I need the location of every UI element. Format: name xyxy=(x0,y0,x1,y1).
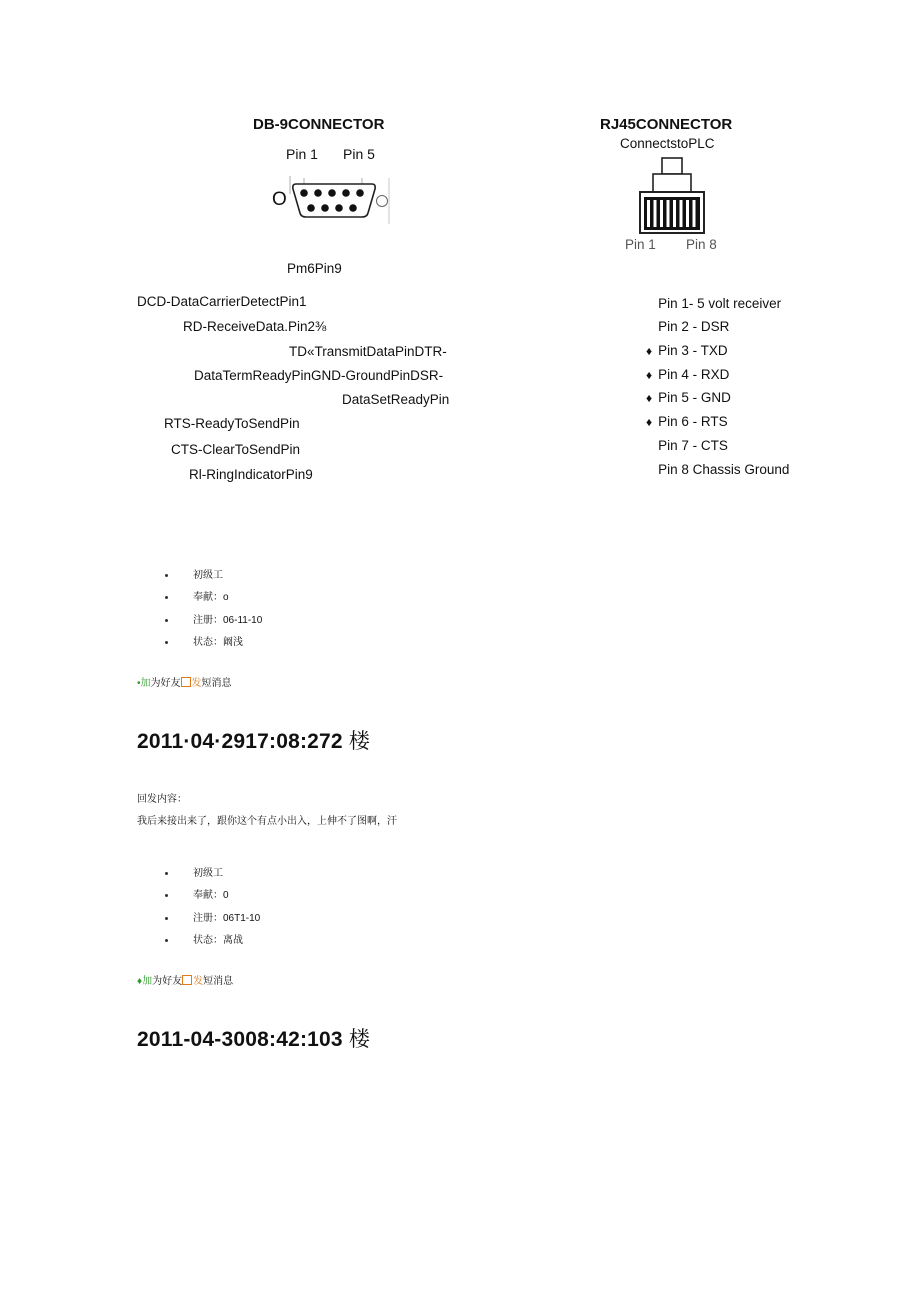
profile-item: 状态：离战 xyxy=(165,931,243,946)
diamond-bullet-icon: ♦ xyxy=(646,415,653,429)
db9-line: DCD-DataCarrierDetectPin1 xyxy=(137,294,307,309)
db9-line: RD-ReceiveData.Pin2⅜ xyxy=(183,319,327,334)
add-friend-label[interactable]: 为好友 xyxy=(150,678,181,689)
rj45-connector-icon xyxy=(638,157,706,235)
profile-item: 注册：06-11-10 xyxy=(165,611,262,626)
rj45-pin-item: Pin 8 Chassis Ground xyxy=(658,462,790,477)
db9-line: Rl-RingIndicatorPin9 xyxy=(189,467,313,482)
db9-side-label: O xyxy=(272,189,287,210)
rj45-pin8-label: Pin 8 xyxy=(686,237,717,252)
profile-actions xyxy=(137,674,232,689)
db9-line: DataTermReadyPinGND-GroundPinDSR- xyxy=(194,368,444,383)
db9-pin1-label: Pin 1 xyxy=(286,146,318,162)
profile-item: 奉献：0 xyxy=(165,886,229,901)
message-box-icon xyxy=(182,975,192,985)
db9-line: RTS-ReadyToSendPin xyxy=(164,416,300,431)
profile-actions xyxy=(137,972,233,987)
reply-label: 回发内容： xyxy=(137,794,187,805)
profile-item: 初级工 xyxy=(165,566,223,581)
db9-pin5-label: Pin 5 xyxy=(343,146,375,162)
diamond-bullet-icon: ♦ xyxy=(646,368,653,382)
db9-line: TD«TransmitDataPinDTR- xyxy=(289,344,447,359)
rj45-pin-item: Pin 2 - DSR xyxy=(658,319,730,334)
rj45-pin-item: ♦ Pin 6 - RTS xyxy=(646,414,728,429)
send-message-link[interactable]: 发 xyxy=(191,678,202,689)
profile-item: 状态：阚浅 xyxy=(165,633,243,648)
floor-heading: 2011·04·2917:08:272 楼 xyxy=(137,729,371,753)
rj45-pin1-label: Pin 1 xyxy=(625,237,656,252)
send-message-link[interactable]: 发 xyxy=(193,976,204,987)
db9-title: DB-9CONNECTOR xyxy=(253,116,385,133)
rj45-pin-item: ♦ Pin 4 - RXD xyxy=(646,367,730,382)
db9-line: CTS-ClearToSendPin xyxy=(171,442,301,457)
plus-icon: • xyxy=(137,678,141,689)
rj45-pin-item: ♦ Pin 3 - TXD xyxy=(646,343,728,358)
reply-text: 我后来接出来了，跟你这个有点小出入，上伸不了图啊，汗 xyxy=(137,816,397,827)
short-message-label[interactable]: 短消息 xyxy=(203,976,234,987)
short-message-label[interactable]: 短消息 xyxy=(201,678,232,689)
profile-item: 奉献：o xyxy=(165,588,229,603)
diamond-bullet-icon: ♦ xyxy=(646,391,653,405)
add-friend-link[interactable]: 加 xyxy=(142,976,153,987)
add-friend-label[interactable]: 为好友 xyxy=(152,976,183,987)
floor-heading: 2011-04-3008:42:103 楼 xyxy=(137,1027,371,1051)
message-box-icon xyxy=(181,677,191,687)
diamond-bullet-icon: ♦ xyxy=(646,344,653,358)
rj45-pin-item: Pin 1- 5 volt receiver xyxy=(658,296,782,311)
profile-item: 注册：06T1-10 xyxy=(165,909,260,924)
db9-line: DataSetReadyPin xyxy=(342,392,450,407)
db9-connector-icon xyxy=(288,176,392,226)
rj45-pin-item: ♦ Pin 5 - GND xyxy=(646,390,731,405)
db9-pin6-pin9-label: Pm6Pin9 xyxy=(287,261,342,276)
plus-icon: ♦ xyxy=(137,976,143,987)
add-friend-link[interactable]: 加 xyxy=(140,678,151,689)
rj45-title: RJ45CONNECTOR xyxy=(600,116,733,133)
rj45-pin-item: Pin 7 - CTS xyxy=(658,438,728,453)
profile-item: 初级工 xyxy=(165,864,223,879)
rj45-subtitle: ConnectstoPLC xyxy=(620,136,715,151)
